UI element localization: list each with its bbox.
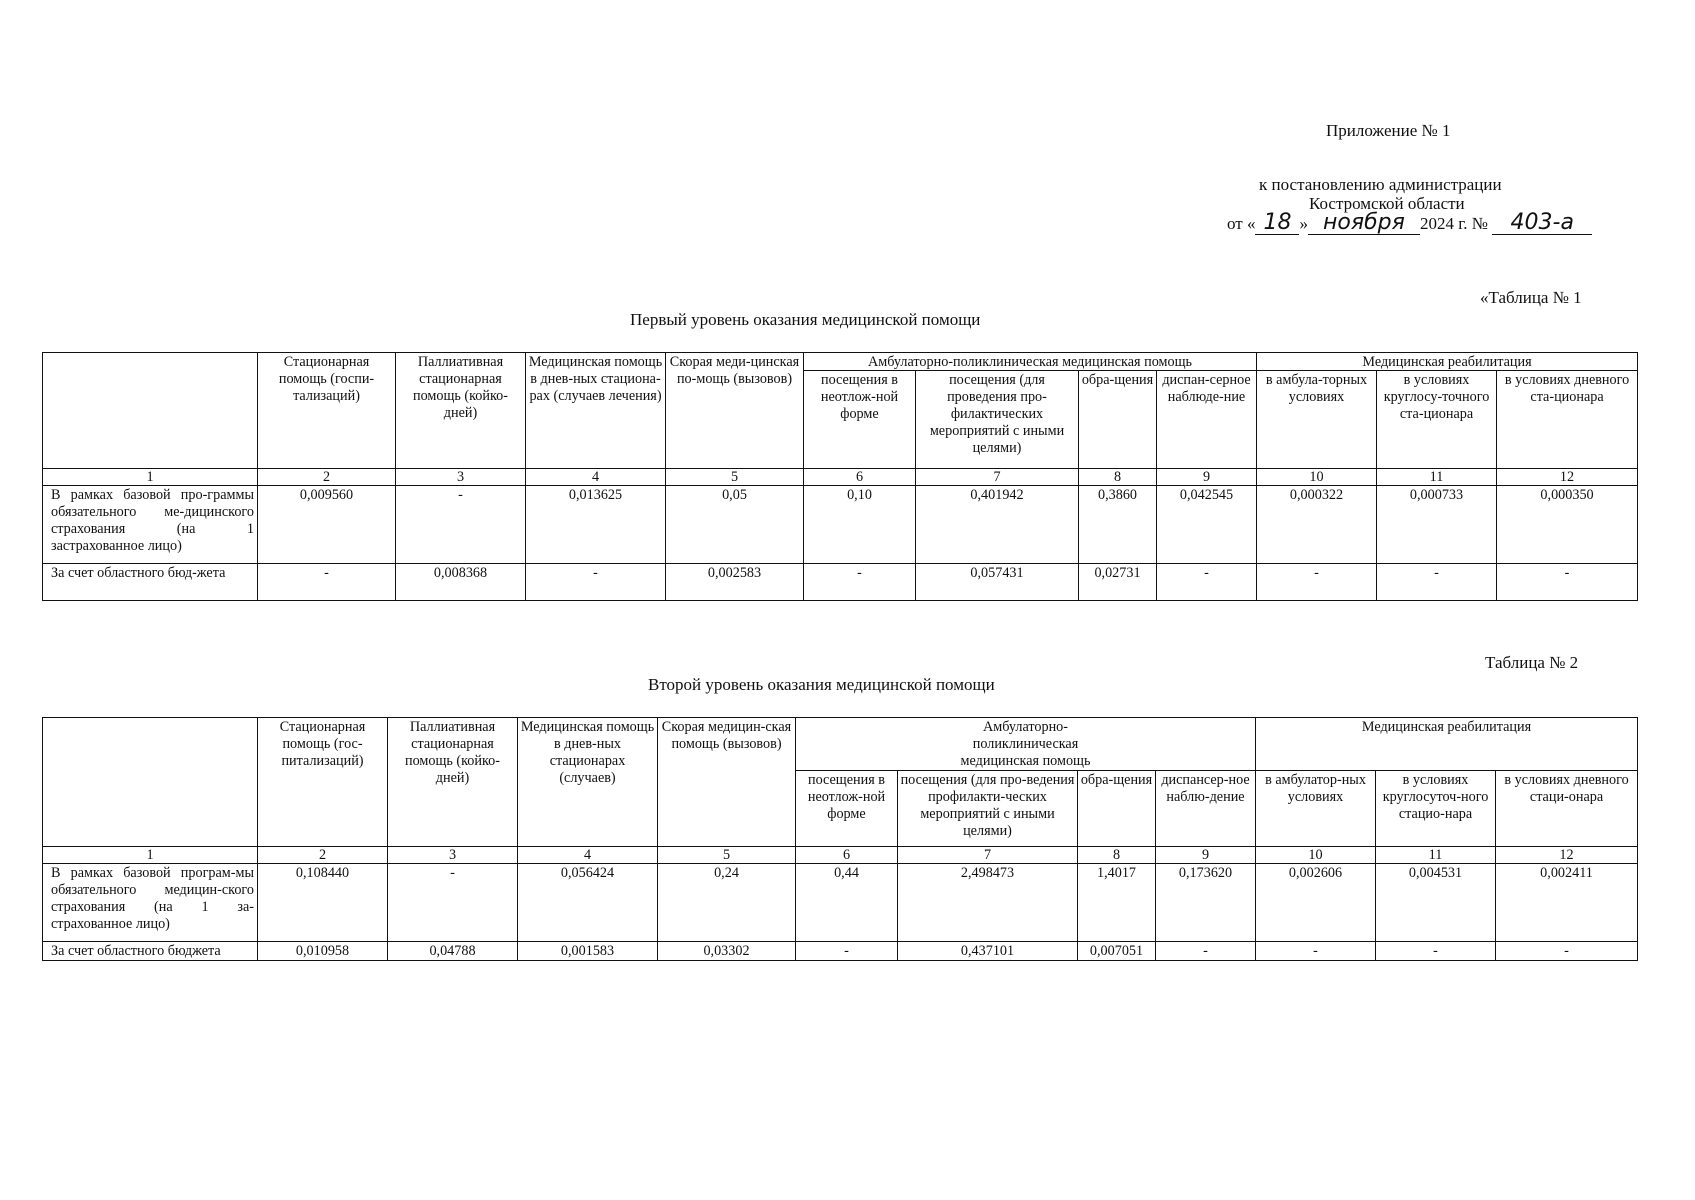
table2-cell: - bbox=[796, 942, 898, 961]
table2-cell: 0,001583 bbox=[518, 942, 658, 961]
resolution-line-1: к постановлению администрации bbox=[1259, 175, 1502, 194]
table2-cell: - bbox=[1496, 942, 1638, 961]
table1-colnum: 3 bbox=[396, 469, 526, 486]
table2-head-c3: Паллиативная стационарная помощь (койко-дней) bbox=[388, 718, 518, 847]
table1-colnum: 2 bbox=[258, 469, 396, 486]
table1-header-row-1 bbox=[43, 353, 1638, 371]
table1-number-row bbox=[43, 469, 1638, 486]
table1-cell: - bbox=[396, 486, 526, 564]
table2-colnum: 1 bbox=[43, 847, 258, 864]
table2-colnum: 8 bbox=[1078, 847, 1156, 864]
table2-head-c11: в условиях круглосуточ-ного стацио-нара bbox=[1376, 771, 1496, 847]
table1-cell: 0,000322 bbox=[1257, 486, 1377, 564]
table2-head-c10: в амбулатор-ных условиях bbox=[1256, 771, 1376, 847]
table2-head-c5: Скорая медицин-ская помощь (вызовов) bbox=[658, 718, 796, 847]
table2-colnum: 7 bbox=[898, 847, 1078, 864]
date-year: 2024 г. № bbox=[1419, 214, 1488, 233]
table1-colnum: 5 bbox=[666, 469, 804, 486]
table1-cell: 0,009560 bbox=[258, 486, 396, 564]
table2-cell: 0,173620 bbox=[1156, 864, 1256, 942]
table1-colnum: 1 bbox=[43, 469, 258, 486]
table2-cell: - bbox=[1156, 942, 1256, 961]
table2-cell: 0,04788 bbox=[388, 942, 518, 961]
handwritten-number: 403-а bbox=[1492, 212, 1592, 235]
table1-head-c4: Медицинская помощь в днев-ных стациона-рах (случаев лечения) bbox=[526, 353, 666, 469]
table1-head-c2: Стационарная помощь (госпи-тализаций) bbox=[258, 353, 396, 469]
table2-cell: 2,498473 bbox=[898, 864, 1078, 942]
table1-head-rehabilitation: Медицинская реабилитация bbox=[1257, 353, 1638, 371]
table1-cell: 0,002583 bbox=[666, 564, 804, 601]
table2-colnum: 5 bbox=[658, 847, 796, 864]
table-row bbox=[43, 864, 1638, 942]
table1-head-c3: Паллиативная стационарная помощь (койко-дней) bbox=[396, 353, 526, 469]
table1-cell: 0,008368 bbox=[396, 564, 526, 601]
table1-cell: - bbox=[1497, 564, 1638, 601]
table2-cell: 0,007051 bbox=[1078, 942, 1156, 961]
table1-head-ambulatory: Амбулаторно-поликлиническая медицинская помощь bbox=[804, 353, 1257, 371]
table2-title: Второй уровень оказания медицинской помощи bbox=[648, 675, 995, 694]
table2-head-c9: диспансер-ное наблю-дение bbox=[1156, 771, 1256, 847]
table1-cell: - bbox=[258, 564, 396, 601]
table1-cell: 0,401942 bbox=[916, 486, 1079, 564]
table1-head-c12: в условиях дневного ста-ционара bbox=[1497, 371, 1638, 469]
table1-cell: 0,05 bbox=[666, 486, 804, 564]
table2 bbox=[42, 717, 1638, 961]
table1-head-c6: посещения в неотлож-ной форме bbox=[804, 371, 916, 469]
table2-head-c6: посещения в неотлож-ной форме bbox=[796, 771, 898, 847]
table2-colnum: 4 bbox=[518, 847, 658, 864]
table2-cell: - bbox=[1376, 942, 1496, 961]
table2-colnum: 3 bbox=[388, 847, 518, 864]
table1-head-c5: Скорая меди-цинская по-мощь (вызовов) bbox=[666, 353, 804, 469]
table2-header-row-1 bbox=[43, 718, 1638, 771]
table2-row-label: В рамках базовой програм-мы обязательного медицин-ского страхования (на 1 за-страхованное лицо) bbox=[43, 864, 258, 942]
table1-title: Первый уровень оказания медицинской помощи bbox=[630, 310, 981, 329]
table1-cell: 0,3860 bbox=[1079, 486, 1157, 564]
table2-cell: - bbox=[1256, 942, 1376, 961]
table1-cell: - bbox=[1257, 564, 1377, 601]
table2-colnum: 9 bbox=[1156, 847, 1256, 864]
table1-head-c7: посещения (для проведения про-филактических мероприятий с иными целями) bbox=[916, 371, 1079, 469]
table-row bbox=[43, 486, 1638, 564]
table2-label: Таблица № 2 bbox=[1485, 653, 1579, 672]
table2-head-c2: Стационарная помощь (гос-питализаций) bbox=[258, 718, 388, 847]
table1-colnum: 11 bbox=[1377, 469, 1497, 486]
table1-colnum: 12 bbox=[1497, 469, 1638, 486]
table2-colnum: 2 bbox=[258, 847, 388, 864]
table2-number-row bbox=[43, 847, 1638, 864]
table2-cell: 0,002606 bbox=[1256, 864, 1376, 942]
table1-cell: - bbox=[804, 564, 916, 601]
table2-cell: 0,44 bbox=[796, 864, 898, 942]
date-mid: » bbox=[1299, 214, 1308, 233]
table-row bbox=[43, 942, 1638, 961]
table1-colnum: 9 bbox=[1157, 469, 1257, 486]
table-row bbox=[43, 564, 1638, 601]
table2-head-rehabilitation: Медицинская реабилитация bbox=[1256, 718, 1638, 771]
table1-colnum: 6 bbox=[804, 469, 916, 486]
table2-cell: 0,002411 bbox=[1496, 864, 1638, 942]
table2-corner-cell bbox=[43, 718, 258, 847]
resolution-date-line bbox=[1227, 212, 1592, 235]
table1-corner-cell bbox=[43, 353, 258, 469]
table2-head-c12: в условиях дневного стаци-онара bbox=[1496, 771, 1638, 847]
table1-cell: - bbox=[526, 564, 666, 601]
table2-cell: 0,056424 bbox=[518, 864, 658, 942]
table1-head-c8: обра-щения bbox=[1079, 371, 1157, 469]
table2-colnum: 11 bbox=[1376, 847, 1496, 864]
table1-row-label: В рамках базовой про-граммы обязательного ме-дицинского страхования (на 1 застрахованное лицо) bbox=[43, 486, 258, 564]
table1-cell: 0,042545 bbox=[1157, 486, 1257, 564]
table1-cell: 0,10 bbox=[804, 486, 916, 564]
table1-colnum: 8 bbox=[1079, 469, 1157, 486]
table1-cell: 0,057431 bbox=[916, 564, 1079, 601]
table1-colnum: 4 bbox=[526, 469, 666, 486]
table1-colnum: 7 bbox=[916, 469, 1079, 486]
table2-cell: 0,437101 bbox=[898, 942, 1078, 961]
table1-colnum: 10 bbox=[1257, 469, 1377, 486]
handwritten-month: ноября bbox=[1308, 212, 1420, 235]
table1-head-c11: в условиях круглосу-точного ста-ционара bbox=[1377, 371, 1497, 469]
table2-cell: 1,4017 bbox=[1078, 864, 1156, 942]
table2-cell: 0,108440 bbox=[258, 864, 388, 942]
date-prefix: от « bbox=[1227, 214, 1256, 233]
table2-colnum: 10 bbox=[1256, 847, 1376, 864]
table2-head-c7: посещения (для про-ведения профилакти-ческих мероприятий с иными целями) bbox=[898, 771, 1078, 847]
table2-head-c8: обра-щения bbox=[1078, 771, 1156, 847]
table2-colnum: 12 bbox=[1496, 847, 1638, 864]
table1-cell: 0,000350 bbox=[1497, 486, 1638, 564]
table1 bbox=[42, 352, 1638, 601]
table1-cell: - bbox=[1377, 564, 1497, 601]
table2-cell: 0,010958 bbox=[258, 942, 388, 961]
table1-cell: 0,02731 bbox=[1079, 564, 1157, 601]
resolution-line-2: Костромской области bbox=[1309, 194, 1465, 213]
table2-head-c4: Медицинская помощь в днев-ных стационарах (случаев) bbox=[518, 718, 658, 847]
table1-label: «Таблица № 1 bbox=[1480, 288, 1582, 307]
table1-cell: - bbox=[1157, 564, 1257, 601]
table1-cell: 0,013625 bbox=[526, 486, 666, 564]
table1-head-c10: в амбула-торных условиях bbox=[1257, 371, 1377, 469]
appendix-title: Приложение № 1 bbox=[1326, 121, 1451, 140]
table2-cell: 0,03302 bbox=[658, 942, 796, 961]
handwritten-day: 18 bbox=[1255, 212, 1299, 235]
table2-head-ambulatory: Амбулаторно-поликлиническая медицинская помощь bbox=[796, 718, 1256, 771]
table2-cell: 0,004531 bbox=[1376, 864, 1496, 942]
table2-row-label: За счет областного бюджета bbox=[43, 942, 258, 961]
table2-colnum: 6 bbox=[796, 847, 898, 864]
table1-head-c9: диспан-серное наблюде-ние bbox=[1157, 371, 1257, 469]
table2-cell: 0,24 bbox=[658, 864, 796, 942]
table1-row-label: За счет областного бюд-жета bbox=[43, 564, 258, 601]
table1-cell: 0,000733 bbox=[1377, 486, 1497, 564]
table2-cell: - bbox=[388, 864, 518, 942]
